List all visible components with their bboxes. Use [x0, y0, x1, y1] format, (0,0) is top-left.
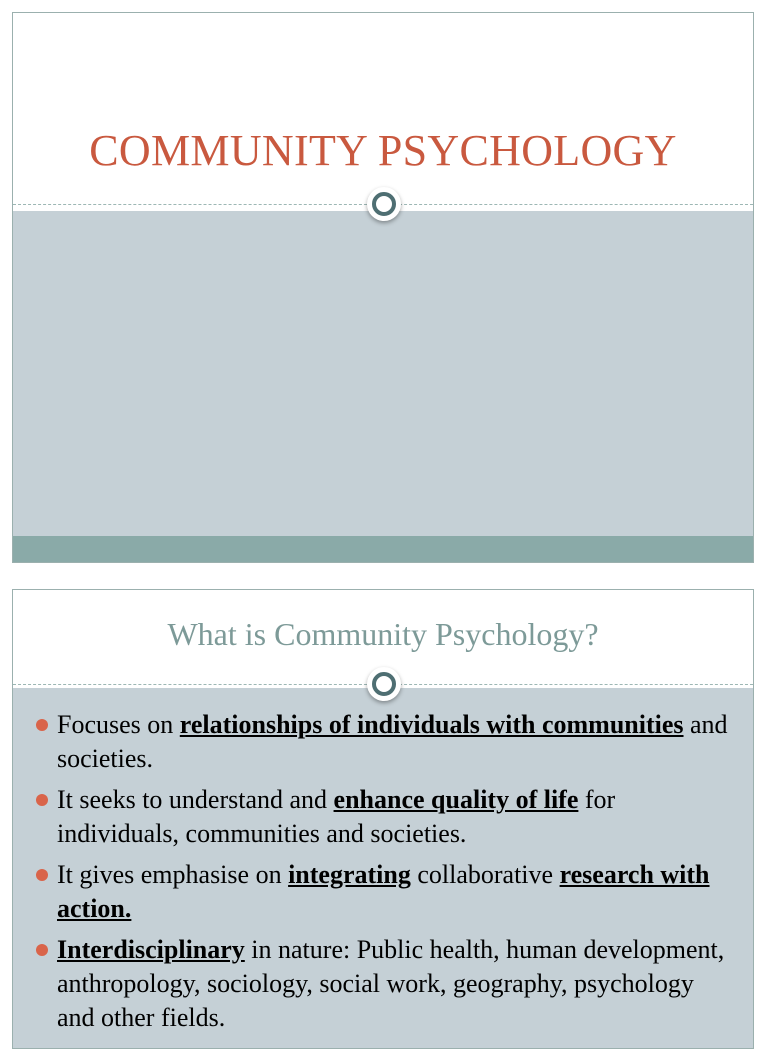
emphasized-text: Interdisciplinary	[57, 935, 245, 964]
emphasized-text: enhance quality of life	[333, 785, 579, 814]
bullet-text: collaborative	[410, 860, 560, 889]
emphasized-text: integrating	[288, 860, 411, 889]
bullet-item	[33, 858, 733, 926]
slide-title: COMMUNITY PSYCHOLOGY	[89, 126, 677, 175]
bullet-dot-icon	[36, 794, 48, 806]
bullet-text: for individuals, communities and societies.	[57, 785, 616, 848]
title-slide	[12, 12, 754, 563]
bullet-text: It gives emphasise on	[57, 860, 289, 889]
bullet-text: Focuses on	[57, 710, 180, 739]
bullet-dot-icon	[36, 869, 48, 881]
content-band	[13, 211, 753, 536]
bullet-text: and societies.	[57, 710, 728, 773]
bullet-item	[33, 783, 733, 851]
bullet-list	[33, 708, 733, 1042]
bullet-item	[33, 708, 733, 776]
footer-band	[13, 536, 753, 562]
bullet-text: in nature: Public health, human development, anthropology, sociology, social work, geography, psychology and other fields.	[57, 935, 725, 1032]
title-slide-header	[13, 13, 753, 205]
ring-ornament-icon	[367, 187, 401, 221]
slide-heading: What is Community Psychology?	[167, 616, 599, 652]
content-slide	[12, 589, 754, 1049]
bullet-dot-icon	[36, 719, 48, 731]
emphasized-text: research with action.	[57, 860, 710, 923]
bullet-item	[33, 933, 733, 1035]
bullet-dot-icon	[36, 944, 48, 956]
emphasized-text: relationships of individuals with communities	[179, 710, 684, 739]
bullet-text: It seeks to understand and	[57, 785, 334, 814]
ring-ornament-icon	[367, 667, 401, 701]
